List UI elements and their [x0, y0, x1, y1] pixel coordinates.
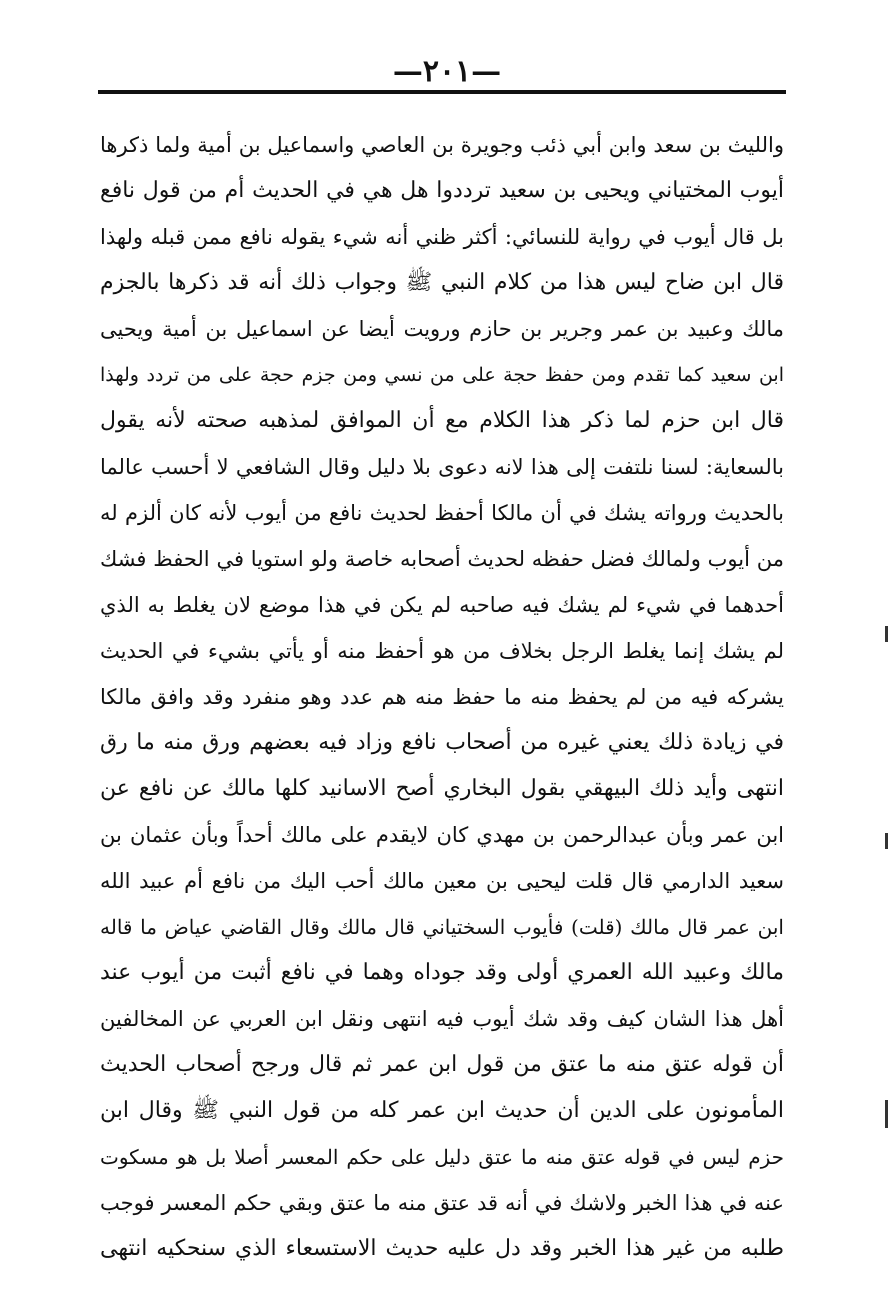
text-line: يشركه فيه من لم يحفظ منه ما حفظ منه هم عدد وهو منفرد وقد وافق مالكا: [100, 685, 784, 709]
text-line: مالك وعبيد بن عمر وجرير بن حازم ورويت أيضا عن اسماعيل بن أمية ويحيى: [100, 317, 784, 341]
text-line: بل قال أيوب في رواية للنسائي: أكثر ظني أنه شيء يقوله نافع ممن قبله ولهذا: [100, 225, 784, 249]
page-number: —٢٠١—: [392, 54, 502, 89]
text-line: المأمونون على الدين أن حديث ابن عمر كله من قول النبي ﷺ وقال ابن: [100, 1098, 784, 1123]
text-line: قال ابن ضاح ليس هذا من كلام النبي ﷺ وجواب ذلك أنه قد ذكرها بالجزم: [100, 270, 784, 295]
text-line: حزم ليس في قوله عتق منه ما عتق دليل على حكم المعسر أصلا بل هو مسكوت: [100, 1145, 784, 1169]
text-line: ابن عمر قال مالك (قلت) فأيوب السختياني قال مالك وقال القاضي عياض ما قاله: [100, 915, 784, 939]
scan-edge-mark: [885, 1100, 888, 1128]
text-line: سعيد الدارمي قال قلت ليحيى بن معين مالك أحب اليك من نافع أم عبيد الله: [100, 869, 784, 893]
header-rule: [98, 90, 786, 94]
text-line: مالك وعبيد الله العمري أولى وقد جوداه وهما في نافع أثبت من أيوب عند: [100, 960, 784, 985]
text-line: بالسعاية: لسنا نلتفت إلى هذا لانه دعوى بلا دليل وقال الشافعي لا أحسب عالما: [100, 455, 784, 479]
scan-edge-mark: [885, 626, 888, 642]
body-text: [100, 122, 784, 1272]
text-line: لم يشك إنما يغلط الرجل بخلاف من هو أحفظ منه أو يأتي بشيء في الحديث: [100, 639, 784, 663]
text-line: والليث بن سعد وابن أبي ذئب وجويرة بن العاصي واسماعيل بن أمية ولما ذكرها: [100, 133, 784, 157]
text-line: ابن سعيد كما تقدم ومن حفظ حجة على من نسي ومن جزم حجة على من تردد ولهذا: [100, 364, 784, 386]
text-line: انتهى وأيد ذلك البيهقي بقول البخاري أصح الاسانيد كلها مالك عن نافع عن: [100, 776, 784, 801]
text-line: ابن عمر وبأن عبدالرحمن بن مهدي كان لايقدم على مالك أحداً وبأن عثمان بن: [100, 823, 784, 847]
text-line: أيوب المختياني ويحيى بن سعيد ترددوا هل هي في الحديث أم من قول نافع: [100, 178, 784, 203]
scan-edge-mark: [885, 833, 888, 849]
text-line: في زيادة ذلك يعني غيره من أصحاب نافع وزاد فيه بعضهم ورق منه ما رق: [100, 730, 784, 755]
text-line: عنه في هذا الخبر ولاشك في أنه قد عتق منه ما عتق وبقي حكم المعسر فوجب: [100, 1191, 784, 1215]
text-line: قال ابن حزم لما ذكر هذا الكلام مع أن الموافق لمذهبه صحته لأنه يقول: [100, 408, 784, 433]
text-line: طلبه من غير هذا الخبر وقد دل عليه حديث الاستسعاء الذي سنحكيه انتهى: [100, 1236, 784, 1261]
text-line: أن قوله عتق منه ما عتق من قول ابن عمر ثم قال ورجح أصحاب الحديث: [100, 1052, 784, 1077]
text-line: بالحديث ورواته يشك في أن مالكا أحفظ لحديث نافع من أيوب لأنه كان ألزم له: [100, 501, 784, 525]
text-line: من أيوب ولمالك فضل حفظه لحديث أصحابه خاصة ولو استويا في الحفظ فشك: [100, 547, 784, 571]
text-line: أحدهما في شيء لم يشك فيه صاحبه لم يكن في هذا موضع لان يغلط به الذي: [100, 593, 784, 617]
text-line: أهل هذا الشان كيف وقد شك أيوب فيه انتهى ونقل ابن العربي عن المخالفين: [100, 1007, 784, 1031]
